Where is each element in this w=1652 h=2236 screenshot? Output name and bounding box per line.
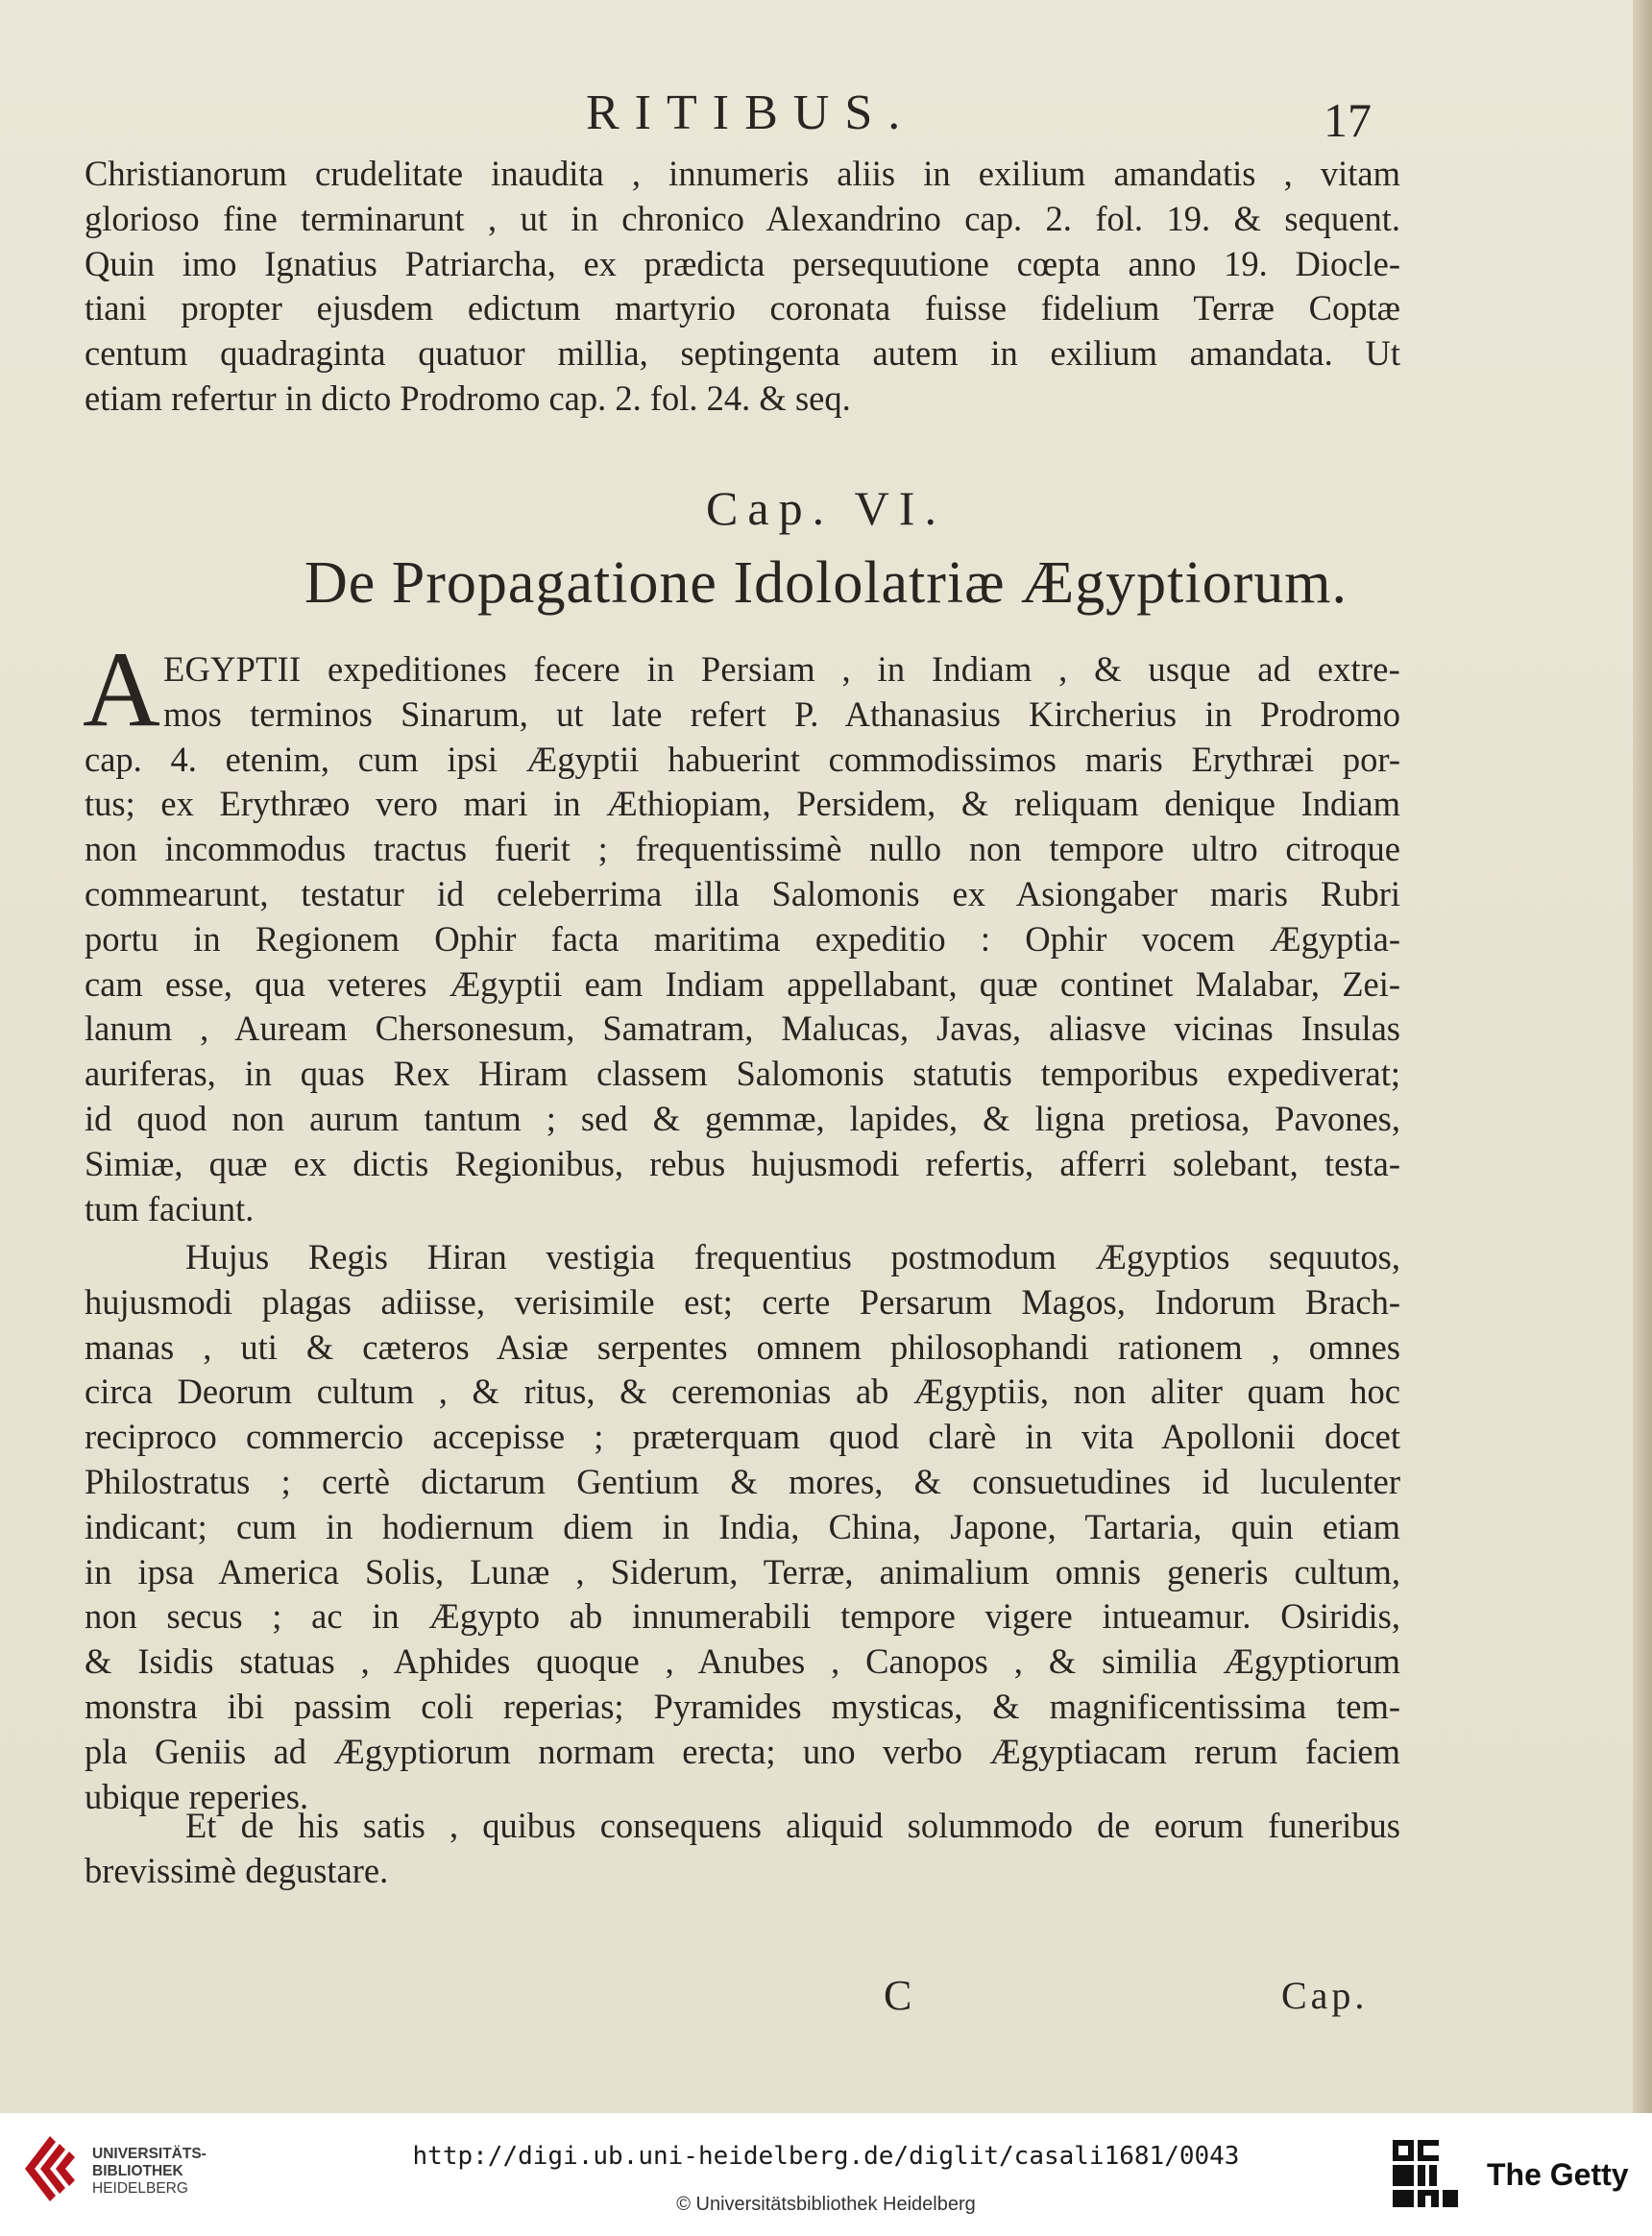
running-head: RITIBUS. [586,85,916,140]
text-line: etiam refertur in dicto Prodromo cap. 2. fol. 24. & seq. [85,377,851,418]
text-line: Quin imo Ignatius Patriarcha, ex prædicta persequutione cœpta anno 19. Diocle- [85,243,1400,283]
catchword: Cap. [1281,1974,1369,2017]
copyright-notice: © Universitätsbibliothek Heidelberg [676,2194,976,2215]
signature-mark: C [884,1972,912,2019]
page-header [0,85,1652,147]
text-line: centum quadraginta quatuor millia, septingenta autem in exilium amandata. Ut [85,333,1400,374]
text-line: mos terminos Sinarum, ut late refert P. Athanasius Kircherius in Prodromo [163,693,1400,734]
viewer-footer [0,2113,1652,2236]
text-line: id quod non aurum tantum ; sed & gemmæ, lapides, & ligna pretiosa, Pavones, [85,1098,1400,1138]
text-line: tum faciunt. [85,1188,255,1228]
text-line: hujusmodi plagas adiisse, verisimile est; certe Persarum Magos, Indorum Brach- [85,1281,1400,1322]
text-line: in ipsa America Solis, Lunæ , Siderum, Terræ, animalium omnis generis cultum, [85,1551,1400,1592]
text-line: Simiæ, quæ ex dictis Regionibus, rebus hujusmodi refertis, afferri solebant, testa- [85,1143,1400,1183]
paragraph [85,1235,1400,1819]
text-line: Hujus Regis Hiran vestigia frequentius postmodum Ægyptios sequutos, [185,1237,1400,1276]
institution-line: HEIDELBERG [92,2180,188,2197]
text-line: cam esse, qua veteres Ægyptii eam Indiam appellabant, quæ continet Malabar, Zei- [85,963,1400,1004]
text-line: portu in Regionem Ophir facta maritima expeditio : Ophir vocem Ægyptia- [85,918,1400,959]
text-line: & Isidis statuas , Aphides quoque , Anubes , Canopos , & similia Ægyptiorum [85,1641,1400,1682]
text-line: non incommodus tractus fuerit ; frequentissimè nullo non tempore ultro citroque [85,829,1400,869]
text-line: indicant; cum in hodiernum diem in India, China, Japone, Tartaria, quin etiam [85,1506,1400,1546]
permalink[interactable]: http://digi.ub.uni-heidelberg.de/diglit/casali1681/0043 [412,2142,1240,2171]
text-line: monstra ibi passim coli reperias; Pyramides mysticas, & magnificentissima tem- [85,1686,1400,1726]
text-line: tiani propter ejusdem edictum martyrio coronata fuisse fidelium Terræ Coptæ [85,288,1400,328]
partner-name: The Getty [1487,2157,1629,2192]
text-line: glorioso fine terminarunt , ut in chronico Alexandrino cap. 2. fol. 19. & sequent. [85,198,1400,238]
text-line: pla Geniis ad Ægyptiorum normam erecta; uno verbo Ægyptiacam rerum faciem [85,1731,1400,1771]
text-line: manas , uti & cæteros Asiæ serpentes omnem philosophandi rationem , omnes [85,1326,1400,1367]
getty-logo-icon[interactable] [1391,2138,1460,2211]
chapter-label: Cap. VI. [706,481,946,535]
text-line: cap. 4. etenim, cum ipsi Ægyptii habuerint commodissimos maris Erythræi por- [85,739,1400,779]
institution-line: BIBLIOTHEK [92,2163,183,2179]
paragraph [85,1804,1400,1894]
text-line: circa Deorum cultum , & ritus, & ceremonias ab Ægyptiis, non aliter quam hoc [85,1372,1400,1412]
text-line: Philostratus ; certè dictarum Gentium & mores, & consuetudines id luculenter [85,1461,1400,1501]
institution-line: UNIVERSITÄTS- [92,2146,206,2162]
paragraph-continued [85,152,1400,422]
page-edge [1633,0,1652,2113]
text-line: tus; ex Erythræo vero mari in Æthiopiam, Persidem, & reliquam denique Indiam [85,784,1400,824]
chapter-title: De Propagatione Idololatriæ Ægyptiorum. [304,550,1348,616]
text-line: lanum , Auream Chersonesum, Samatram, Malucas, Javas, aliasve vicinas Insulas [85,1009,1400,1049]
text-line: EGYPTII expeditiones fecere in Persiam , in Indiam , & usque ad extre- [163,649,1400,689]
paragraph-opening [85,647,1400,1231]
text-line: non secus ; ac in Ægypto ab innumerabili tempore vigere intueamur. Osiridis, [85,1596,1400,1637]
text-line: reciproco commercio accepisse ; præterquam quod clarè in vita Apollonii docet [85,1417,1400,1457]
text-line: auriferas, in quas Rex Hiram classem Salomonis statutis temporibus expediverat; [85,1054,1400,1094]
text-line: Et de his satis , quibus consequens aliquid solummodo de eorum funeribus [185,1806,1400,1845]
text-line: commearunt, testatur id celeberrima illa Salomonis ex Asiongaber maris Rubri [85,873,1400,913]
drop-cap: A [83,630,160,749]
page-number: 17 [1324,93,1372,147]
text-line: ubique reperies. [85,1776,309,1816]
page-foot [0,1971,1652,2029]
text-line: Christianorum crudelitate inaudita , innumeris aliis in exilium amandatis , vitam [85,154,1400,193]
text-line: brevissimè degustare. [85,1850,389,1890]
